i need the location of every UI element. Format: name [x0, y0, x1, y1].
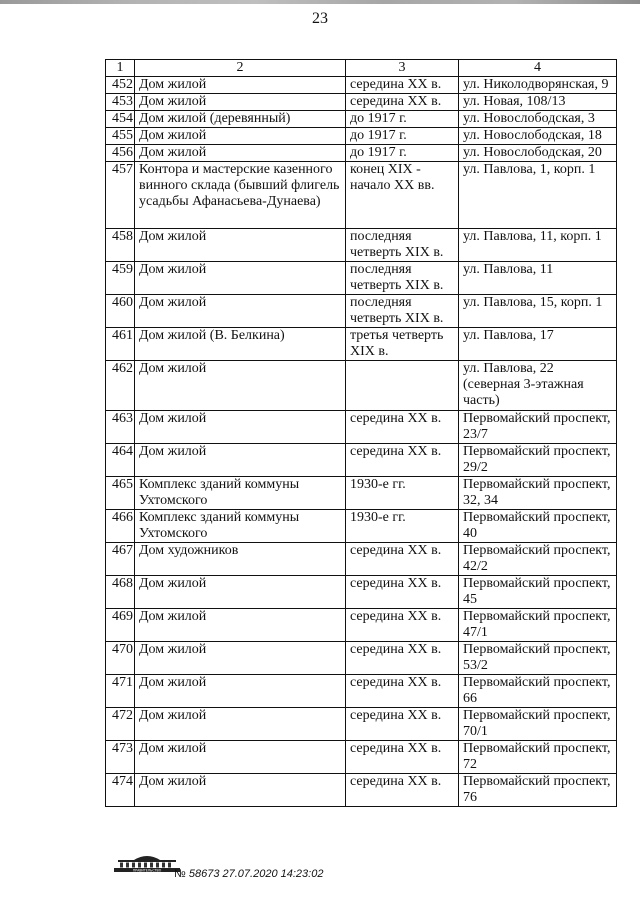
table-row: [106, 145, 617, 162]
cell-address: Первомайский проспект, 76: [459, 774, 617, 807]
cell-name: Дом жилой: [135, 361, 346, 411]
table-row: [106, 229, 617, 262]
cell-period: середина XX в.: [346, 642, 459, 675]
cell-period: до 1917 г.: [346, 145, 459, 162]
cell-period: [346, 361, 459, 411]
cell-name: Комплекс зданий коммуны Ухтомского: [135, 510, 346, 543]
cell-num: 458: [106, 229, 135, 262]
cell-address: ул. Павлова, 11, корп. 1: [459, 229, 617, 262]
cell-address: Первомайский проспект, 47/1: [459, 609, 617, 642]
cell-period: середина XX в.: [346, 94, 459, 111]
cell-address: Первомайский проспект, 72: [459, 741, 617, 774]
cell-num: 472: [106, 708, 135, 741]
cell-name: Дом жилой: [135, 774, 346, 807]
government-building-logo-icon: [112, 853, 182, 873]
table-row: [106, 642, 617, 675]
cell-name: Контора и мастерские казенного винного склада (бывший флигель усадьбы Афанасьева-Дунаева): [135, 162, 346, 229]
scan-edge: [0, 0, 640, 4]
table-row: [106, 295, 617, 328]
cell-num: 452: [106, 77, 135, 94]
page-number: 23: [312, 10, 328, 27]
table-row: [106, 444, 617, 477]
cell-num: 463: [106, 411, 135, 444]
cell-name: Дом жилой (деревянный): [135, 111, 346, 128]
cell-num: 473: [106, 741, 135, 774]
cell-address: Первомайский проспект, 32, 34: [459, 477, 617, 510]
table-row: [106, 361, 617, 411]
cell-num: 466: [106, 510, 135, 543]
cell-period: середина XX в.: [346, 741, 459, 774]
cell-num: 470: [106, 642, 135, 675]
table-row: [106, 111, 617, 128]
header-row: [106, 60, 617, 77]
table-row: [106, 774, 617, 807]
cell-address: Первомайский проспект, 70/1: [459, 708, 617, 741]
header-col-1: 1: [106, 60, 135, 77]
cell-address: Первомайский проспект, 42/2: [459, 543, 617, 576]
heritage-table: [105, 59, 617, 807]
cell-address: Первомайский проспект, 23/7: [459, 411, 617, 444]
table-row: [106, 576, 617, 609]
cell-period: середина XX в.: [346, 675, 459, 708]
table-row: [106, 128, 617, 145]
cell-period: середина XX в.: [346, 77, 459, 94]
cell-period: последняя четверть XIX в.: [346, 262, 459, 295]
cell-address: ул. Новослободская, 20: [459, 145, 617, 162]
cell-period: середина XX в.: [346, 576, 459, 609]
cell-num: 457: [106, 162, 135, 229]
table-row: [106, 262, 617, 295]
cell-address: ул. Новослободская, 3: [459, 111, 617, 128]
cell-address: ул. Павлова, 22 (северная 3-этажная часть): [459, 361, 617, 411]
table-row: [106, 162, 617, 229]
table-row: [106, 609, 617, 642]
document-stamp: [174, 868, 323, 880]
cell-address: Первомайский проспект, 66: [459, 675, 617, 708]
header-col-3: 3: [346, 60, 459, 77]
cell-name: Дом жилой: [135, 128, 346, 145]
table-row: [106, 477, 617, 510]
cell-period: середина XX в.: [346, 609, 459, 642]
cell-num: 461: [106, 328, 135, 361]
cell-address: Первомайский проспект, 40: [459, 510, 617, 543]
cell-period: 1930-е гг.: [346, 477, 459, 510]
cell-name: Дом жилой: [135, 576, 346, 609]
cell-name: Комплекс зданий коммуны Ухтомского: [135, 477, 346, 510]
cell-period: середина XX в.: [346, 411, 459, 444]
stamp-text: 58673 27.07.2020 14:23:02: [188, 868, 324, 880]
cell-address: ул. Николодворянская, 9: [459, 77, 617, 94]
cell-period: конец XIX - начало XX вв.: [346, 162, 459, 229]
table-row: [106, 543, 617, 576]
cell-name: Дом жилой: [135, 708, 346, 741]
cell-num: 460: [106, 295, 135, 328]
table-row: [106, 741, 617, 774]
header-col-4: 4: [459, 60, 617, 77]
cell-num: 474: [106, 774, 135, 807]
header-col-2: 2: [135, 60, 346, 77]
cell-name: Дом жилой: [135, 295, 346, 328]
cell-name: Дом жилой: [135, 145, 346, 162]
cell-address: ул. Павлова, 17: [459, 328, 617, 361]
cell-name: Дом жилой: [135, 262, 346, 295]
cell-name: Дом жилой: [135, 94, 346, 111]
table-body: [106, 77, 617, 807]
cell-address: Первомайский проспект, 45: [459, 576, 617, 609]
cell-period: последняя четверть XIX в.: [346, 229, 459, 262]
cell-num: 464: [106, 444, 135, 477]
cell-num: 469: [106, 609, 135, 642]
cell-num: 459: [106, 262, 135, 295]
cell-name: Дом жилой: [135, 229, 346, 262]
logo-text: ПРАВИТЕЛЬСТВО: [132, 868, 162, 873]
cell-name: Дом жилой: [135, 609, 346, 642]
cell-period: третья четверть XIX в.: [346, 328, 459, 361]
cell-name: Дом жилой: [135, 741, 346, 774]
cell-num: 462: [106, 361, 135, 411]
cell-name: Дом жилой: [135, 642, 346, 675]
cell-address: ул. Павлова, 11: [459, 262, 617, 295]
cell-num: 453: [106, 94, 135, 111]
cell-num: 465: [106, 477, 135, 510]
cell-address: ул. Новая, 108/13: [459, 94, 617, 111]
table-row: [106, 411, 617, 444]
cell-name: Дом художников: [135, 543, 346, 576]
number-sign: №: [174, 868, 186, 880]
table-row: [106, 708, 617, 741]
cell-name: Дом жилой: [135, 675, 346, 708]
cell-period: до 1917 г.: [346, 128, 459, 145]
cell-address: ул. Новослободская, 18: [459, 128, 617, 145]
cell-period: середина XX в.: [346, 708, 459, 741]
cell-num: 471: [106, 675, 135, 708]
cell-num: 454: [106, 111, 135, 128]
cell-period: середина XX в.: [346, 543, 459, 576]
cell-address: Первомайский проспект, 29/2: [459, 444, 617, 477]
table-row: [106, 94, 617, 111]
cell-period: 1930-е гг.: [346, 510, 459, 543]
cell-period: середина XX в.: [346, 774, 459, 807]
cell-address: Первомайский проспект, 53/2: [459, 642, 617, 675]
table-row: [106, 328, 617, 361]
cell-name: Дом жилой: [135, 444, 346, 477]
cell-period: до 1917 г.: [346, 111, 459, 128]
cell-name: Дом жилой: [135, 411, 346, 444]
cell-period: середина XX в.: [346, 444, 459, 477]
cell-name: Дом жилой (В. Белкина): [135, 328, 346, 361]
cell-num: 467: [106, 543, 135, 576]
table-row: [106, 675, 617, 708]
table-row: [106, 77, 617, 94]
cell-address: ул. Павлова, 1, корп. 1: [459, 162, 617, 229]
table-row: [106, 510, 617, 543]
cell-num: 456: [106, 145, 135, 162]
cell-name: Дом жилой: [135, 77, 346, 94]
cell-address: ул. Павлова, 15, корп. 1: [459, 295, 617, 328]
cell-num: 455: [106, 128, 135, 145]
cell-period: последняя четверть XIX в.: [346, 295, 459, 328]
cell-num: 468: [106, 576, 135, 609]
